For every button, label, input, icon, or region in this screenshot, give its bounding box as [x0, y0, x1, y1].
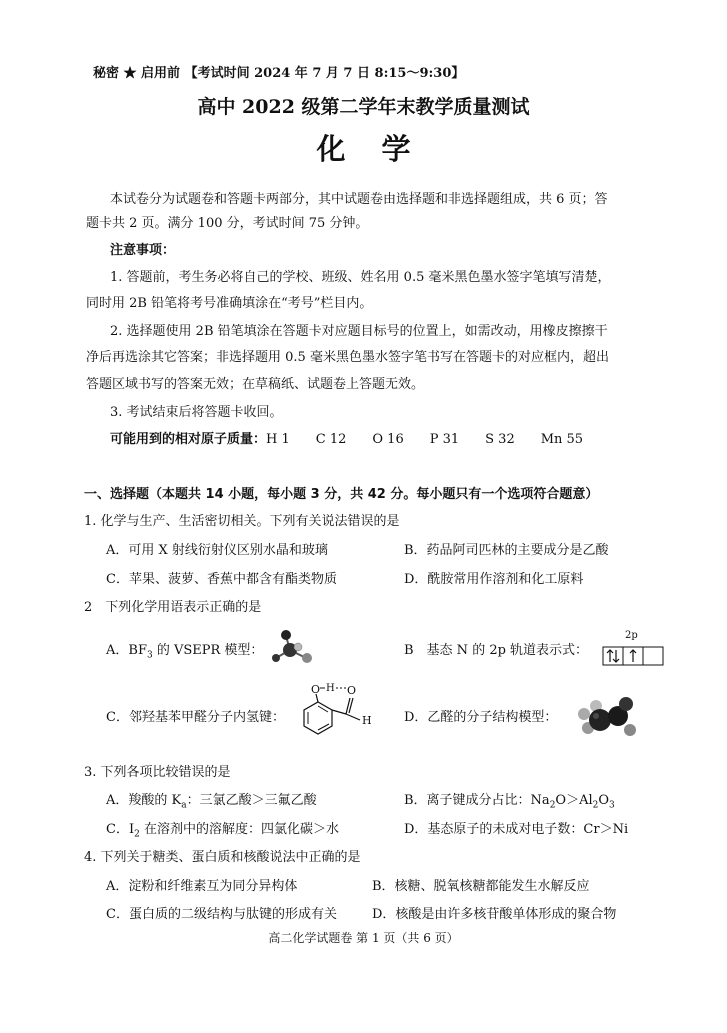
q3-option-b: B．离子键成分占比：$Na_2O>Al_2O_3$ — [404, 793, 615, 811]
q2-option-a: A．$BF_3$ 的 VSEPR 模型： — [106, 643, 264, 661]
q4-option-b: B．核糖、脱氧核糖都能发生水解反应 — [372, 879, 590, 894]
q2-option-d: D．乙醛的分子结构模型： — [404, 710, 558, 725]
svg-text:O: O — [347, 684, 357, 697]
q4-stem: 4. 下列关于糖类、蛋白质和核酸说法中正确的是 — [84, 850, 361, 865]
acetaldehyde-model-icon — [574, 694, 642, 744]
atomic-mass-line — [110, 432, 583, 448]
orbital-diagram-icon — [602, 646, 664, 666]
atomic-mass-label: 可能用到的相对原子质量： — [110, 432, 267, 447]
bf3-vsepr-model-icon — [266, 628, 318, 668]
q1-option-b: B．药品阿司匹林的主要成分是乙酸 — [404, 543, 609, 558]
subject-title: 化学 — [316, 132, 447, 166]
page-footer: 高二化学试题卷 第 1 页（共 6 页） — [268, 931, 459, 945]
svg-text:H: H — [326, 683, 335, 694]
svg-text:O: O — [311, 683, 321, 696]
q4-option-d: D．核酸是由许多核苷酸单体形成的聚合物 — [372, 907, 617, 922]
notice-2-line-1: 2. 选择题使用 2B 铅笔填涂在答题卡对应题目标号的位置上，如需改动，用橡皮擦擦干 — [110, 324, 608, 339]
intro-paragraph-line-1: 本试卷分为试题卷和答题卡两部分，其中试题卷由选择题和非选择题组成，共 6 页；答 — [110, 192, 608, 207]
svg-text:H: H — [362, 714, 372, 727]
q1-option-c: C．苹果、菠萝、香蕉中都含有酯类物质 — [106, 572, 337, 587]
q1-option-a: A．可用 X 射线衍射仪区别水晶和玻璃 — [106, 543, 328, 558]
q1-stem: 1. 化学与生产、生活密切相关。下列有关说法错误的是 — [84, 514, 400, 529]
hydrogen-bond-structure-icon — [302, 680, 386, 752]
notice-title: 注意事项： — [110, 243, 176, 258]
intro-paragraph-line-2: 题卡共 2 页。满分 100 分，考试时间 75 分钟。 — [86, 216, 369, 231]
orbital-label: 2p — [625, 630, 638, 641]
notice-3: 3. 考试结束后将答题卡收回。 — [110, 405, 283, 420]
exam-secret-line: 秘密 ★ 启用前 【考试时间 2024 年 7 月 7 日 8:15～9:30】 — [93, 66, 465, 81]
q4-option-a: A．淀粉和纤维素互为同分异构体 — [106, 879, 298, 894]
section-heading: 一、选择题（本题共 14 小题，每小题 3 分，共 42 分。每小题只有一个选项符合题意） — [84, 487, 599, 502]
q1-option-d: D．酰胺常用作溶剂和化工原料 — [404, 572, 584, 587]
q2-option-b: B 基态 N 的 2p 轨道表示式： — [404, 643, 589, 658]
q4-option-c: C．蛋白质的二级结构与肽键的形成有关 — [106, 907, 337, 922]
notice-2-line-3: 答题区域书写的答案无效；在草稿纸、试题卷上答题无效。 — [86, 377, 425, 392]
q3-stem: 3. 下列各项比较错误的是 — [84, 765, 231, 780]
q3-option-d: D．基态原子的未成对电子数：Cr＞Ni — [404, 822, 629, 837]
atomic-mass-values: H 1 C 12 O 16 P 31 S 32 Mn 55 — [266, 432, 584, 447]
exam-title: 高中 2022 级第二学年末教学质量测试 — [197, 96, 530, 118]
notice-2-line-2: 净后再选涂其它答案；非选择题用 0.5 毫米黑色墨水签字笔书写在答题卡的对应框内，超出 — [86, 350, 609, 365]
q2-stem: 2 下列化学用语表示正确的是 — [84, 600, 262, 615]
q3-option-c: C．$I_2$ 在溶剂中的溶解度：四氯化碳＞水 — [106, 822, 339, 840]
q2-option-c: C．邻羟基苯甲醛分子内氢键： — [106, 710, 285, 725]
q3-option-a: A．羧酸的 $K_a$：三氯乙酸＞三氟乙酸 — [106, 793, 317, 811]
notice-1-line-2: 同时用 2B 铅笔将考号准确填涂在“考号”栏目内。 — [86, 296, 373, 311]
notice-1-line-1: 1. 答题前，考生务必将自己的学校、班级、姓名用 0.5 毫米黑色墨水签字笔填写清楚， — [110, 270, 611, 285]
